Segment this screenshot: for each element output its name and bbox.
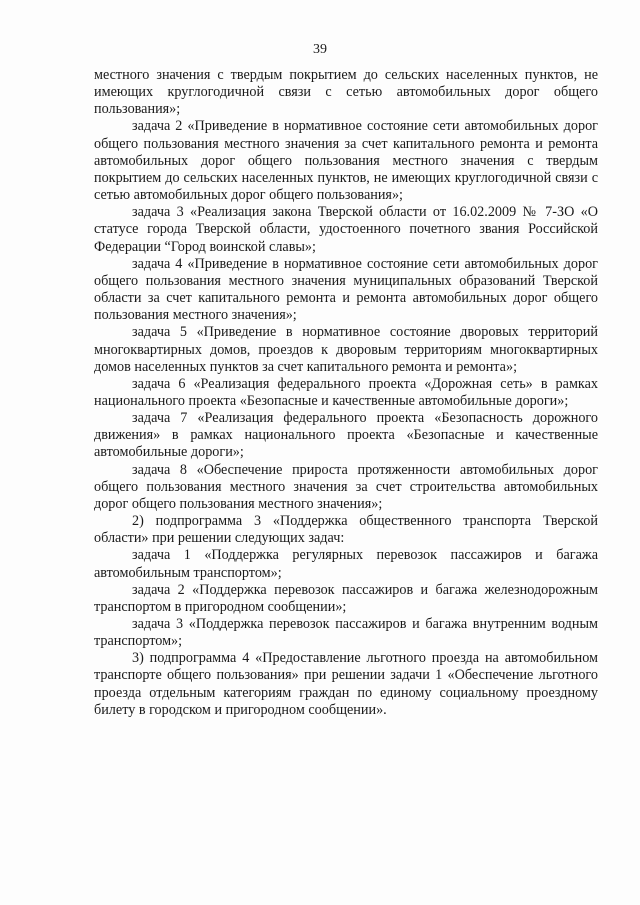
page-number: 39: [313, 42, 327, 57]
paragraph-task-5: задача 5 «Приведение в нормативное состояние дворовых территорий многоквартирных домов, проездов к дворовым территориям многоквартирных домов населенных пунктов за счет капитального ремонта и ремонта»;: [94, 324, 598, 375]
paragraph-sub3-task-2: задача 2 «Поддержка перевозок пассажиров и багажа железнодорожным транспортом в пригородном сообщении»;: [94, 581, 598, 615]
paragraph-task-2: задача 2 «Приведение в нормативное состояние сети автомобильных дорог общего пользования местного значения за счет капитального ремонта и ремонта автомобильных дорог общего пользования местного значения с твердым покрытием до сельских населенных пунктов, не имеющих круглогодичной связи с сетью автомобильных дорог общего пользования»;: [94, 118, 598, 204]
paragraph-task-3: задача 3 «Реализация закона Тверской области от 16.02.2009 № 7-ЗО «О статусе города Тверской области, удостоенного почетного звания Российской Федерации “Город воинской славы»;: [94, 204, 598, 255]
page-body: [94, 67, 598, 719]
paragraph-task-6: задача 6 «Реализация федерального проекта «Дорожная сеть» в рамках национального проекта «Безопасные и качественные автомобильные дороги»;: [94, 375, 598, 409]
paragraph-sub3-task-1: задача 1 «Поддержка регулярных перевозок пассажиров и багажа автомобильным транспортом»;: [94, 547, 598, 581]
paragraph-sub3-task-3: задача 3 «Поддержка перевозок пассажиров и багажа внутренним водным транспортом»;: [94, 616, 598, 650]
paragraph-task-8: задача 8 «Обеспечение прироста протяженности автомобильных дорог общего пользования местного значения за счет строительства автомобильных дорог общего пользования местного значения»;: [94, 461, 598, 512]
paragraph-subprogram-3: 2) подпрограмма 3 «Поддержка общественного транспорта Тверской области» при решении следующих задач:: [94, 513, 598, 547]
paragraph-subprogram-4: 3) подпрограмма 4 «Предоставление льготного проезда на автомобильном транспорте общего пользования» при решении задачи 1 «Обеспечение льготного проезда отдельным категориям граждан по единому социальному проездному билету в городском и пригородном сообщении».: [94, 650, 598, 718]
paragraph-continuation: местного значения с твердым покрытием до сельских населенных пунктов, не имеющих круглогодичной связи с сетью автомобильных дорог общего пользования»;: [94, 67, 598, 118]
paragraph-task-7: задача 7 «Реализация федерального проекта «Безопасность дорожного движения» в рамках национального проекта «Безопасные и качественные автомобильные дороги»;: [94, 410, 598, 461]
paragraph-task-4: задача 4 «Приведение в нормативное состояние сети автомобильных дорог общего пользования местного значения муниципальных образований Тверской области за счет капитального ремонта и ремонта автомобильных дорог общего пользования местного значения»;: [94, 255, 598, 324]
